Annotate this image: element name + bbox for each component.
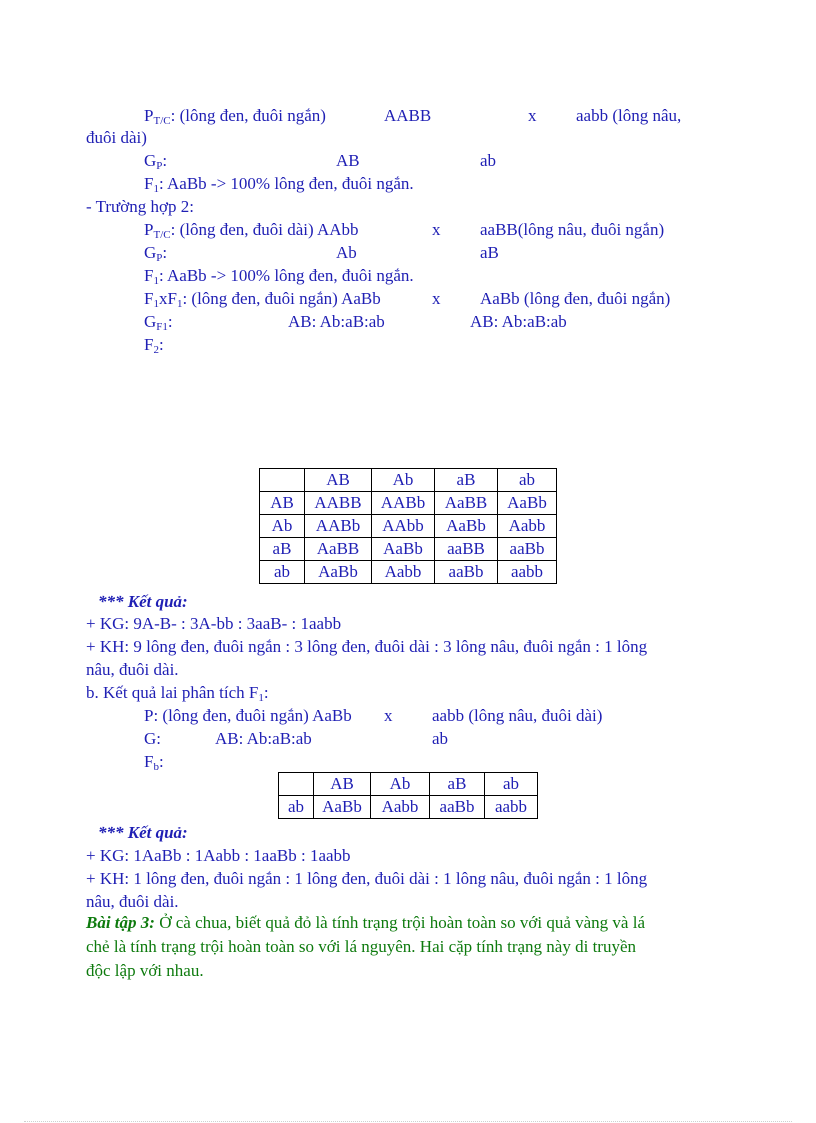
f1xf1-genotype-2: AaBb (lông đen, đuôi ngắn) bbox=[480, 289, 671, 308]
table-cell: AB bbox=[305, 469, 372, 492]
gf1-gametes-1: AB: Ab:aB:ab bbox=[288, 312, 385, 331]
f2-label: $F_2$: bbox=[144, 335, 164, 356]
table-row bbox=[260, 469, 557, 492]
table-cell: AB bbox=[314, 773, 371, 796]
testcross-gametes-2: ab bbox=[432, 729, 449, 748]
table-cell: aabb bbox=[485, 796, 538, 819]
table-row bbox=[260, 561, 557, 584]
exercise-line-3: độc lập với nhau. bbox=[86, 961, 204, 980]
cross-symbol: x bbox=[528, 106, 537, 125]
table-cell bbox=[279, 773, 314, 796]
table-cell: AABB bbox=[305, 492, 372, 515]
table-cell: aB bbox=[430, 773, 485, 796]
gp-label: $G_P$: bbox=[144, 151, 168, 172]
result-title: *** Kết quả: bbox=[98, 823, 188, 842]
gamete-1: Ab bbox=[336, 243, 357, 262]
table-row bbox=[260, 538, 557, 561]
table-cell: aaBb bbox=[498, 538, 557, 561]
table-cell: AABb bbox=[305, 515, 372, 538]
table-cell: AaBb bbox=[435, 515, 498, 538]
testcross-genotype-2: aabb (lông nâu, đuôi dài) bbox=[432, 706, 603, 725]
table-cell: Aabb bbox=[498, 515, 557, 538]
f1-line: $F_1$: AaBb -> 100% lông đen, đuôi ngắn. bbox=[144, 174, 414, 195]
testcross-g-label: G: bbox=[144, 729, 161, 748]
result-title: *** Kết quả: bbox=[98, 592, 188, 611]
exercise-line-2: chẻ là tính trạng trội hoàn toàn so với lá nguyên. Hai cặp tính trạng này di truyền bbox=[86, 937, 637, 956]
table-cell: ab bbox=[260, 561, 305, 584]
ptc-genotype-2: aaBB(lông nâu, đuôi ngắn) bbox=[480, 220, 665, 239]
gp-label: $G_P$: bbox=[144, 243, 168, 264]
ptc-line: $P_{T/C}$: (lông đen, đuôi dài) AAbb bbox=[144, 220, 359, 241]
partb-heading: b. Kết quả lai phân tích $F_1$: bbox=[86, 683, 269, 704]
exercise-line-1: Bài tập 3: Ở cà chua, biết quả đỏ là tính trạng trội hoàn toàn so với quả vàng và lá bbox=[86, 913, 645, 932]
table-cell: AAbb bbox=[372, 515, 435, 538]
table-cell: AaBb bbox=[305, 561, 372, 584]
table-row bbox=[279, 773, 538, 796]
result-kh-line-1: + KH: 1 lông đen, đuôi ngắn : 1 lông đen, đuôi dài : 1 lông nâu, đuôi ngắn : 1 lông bbox=[86, 869, 648, 888]
table-cell: AaBb bbox=[314, 796, 371, 819]
gf1-label: $G_{F1}$: bbox=[144, 312, 173, 333]
testcross-p-line: P: (lông đen, đuôi ngắn) AaBb bbox=[144, 706, 352, 725]
f1-line: $F_1$: AaBb -> 100% lông đen, đuôi ngắn. bbox=[144, 266, 414, 287]
table-cell: AaBB bbox=[435, 492, 498, 515]
table-cell: aaBB bbox=[435, 538, 498, 561]
table-cell: AABb bbox=[372, 492, 435, 515]
exercise-label: Bài tập 3: bbox=[86, 913, 155, 932]
testcross-table bbox=[278, 772, 538, 819]
table-cell: aB bbox=[435, 469, 498, 492]
table-cell: ab bbox=[498, 469, 557, 492]
table-row bbox=[260, 515, 557, 538]
ptc-genotype-1: AABB bbox=[384, 106, 432, 125]
result-kg: + KG: 1AaBb : 1Aabb : 1aaBb : 1aabb bbox=[86, 846, 351, 865]
ptc-continuation: đuôi dài) bbox=[86, 128, 147, 147]
ptc-line: $P_{T/C}$: (lông đen, đuôi ngắn) bbox=[144, 106, 326, 127]
table-cell: ab bbox=[485, 773, 538, 796]
table-row bbox=[260, 492, 557, 515]
gamete-2: aB bbox=[480, 243, 499, 262]
table-cell bbox=[260, 469, 305, 492]
f1xf1-line: $F_1xF_1$: (lông đen, đuôi ngắn) AaBb bbox=[144, 289, 381, 310]
cross-symbol: x bbox=[432, 289, 441, 308]
table-cell: ab bbox=[279, 796, 314, 819]
table-cell: aaBb bbox=[430, 796, 485, 819]
gamete-2: ab bbox=[480, 151, 497, 170]
table-cell: AB bbox=[260, 492, 305, 515]
table-cell: Aabb bbox=[372, 561, 435, 584]
ptc-genotype-2: aabb (lông nâu, bbox=[576, 106, 682, 125]
punnett-square bbox=[259, 468, 557, 584]
fb-label: $F_b$: bbox=[144, 752, 164, 773]
table-cell: Ab bbox=[372, 469, 435, 492]
table-cell: AaBb bbox=[498, 492, 557, 515]
testcross-gametes-1: AB: Ab:aB:ab bbox=[215, 729, 312, 748]
result-kh-line-2: nâu, đuôi dài. bbox=[86, 892, 179, 911]
result-kh-line-2: nâu, đuôi dài. bbox=[86, 660, 179, 679]
table-cell: AaBb bbox=[372, 538, 435, 561]
page-divider bbox=[24, 1121, 792, 1122]
case2-heading: - Trường hợp 2: bbox=[86, 197, 194, 216]
result-kg: + KG: 9A-B- : 3A-bb : 3aaB- : 1aabb bbox=[86, 614, 342, 633]
cross-symbol: x bbox=[432, 220, 441, 239]
table-cell: AaBB bbox=[305, 538, 372, 561]
table-cell: Ab bbox=[371, 773, 430, 796]
result-kh-line-1: + KH: 9 lông đen, đuôi ngắn : 3 lông đen, đuôi dài : 3 lông nâu, đuôi ngắn : 1 lông bbox=[86, 637, 648, 656]
table-cell: Ab bbox=[260, 515, 305, 538]
table-cell: aB bbox=[260, 538, 305, 561]
table-cell: aaBb bbox=[435, 561, 498, 584]
gf1-gametes-2: AB: Ab:aB:ab bbox=[470, 312, 567, 331]
gamete-1: AB bbox=[336, 151, 360, 170]
cross-symbol: x bbox=[384, 706, 393, 725]
table-cell: Aabb bbox=[371, 796, 430, 819]
table-row bbox=[279, 796, 538, 819]
table-cell: aabb bbox=[498, 561, 557, 584]
